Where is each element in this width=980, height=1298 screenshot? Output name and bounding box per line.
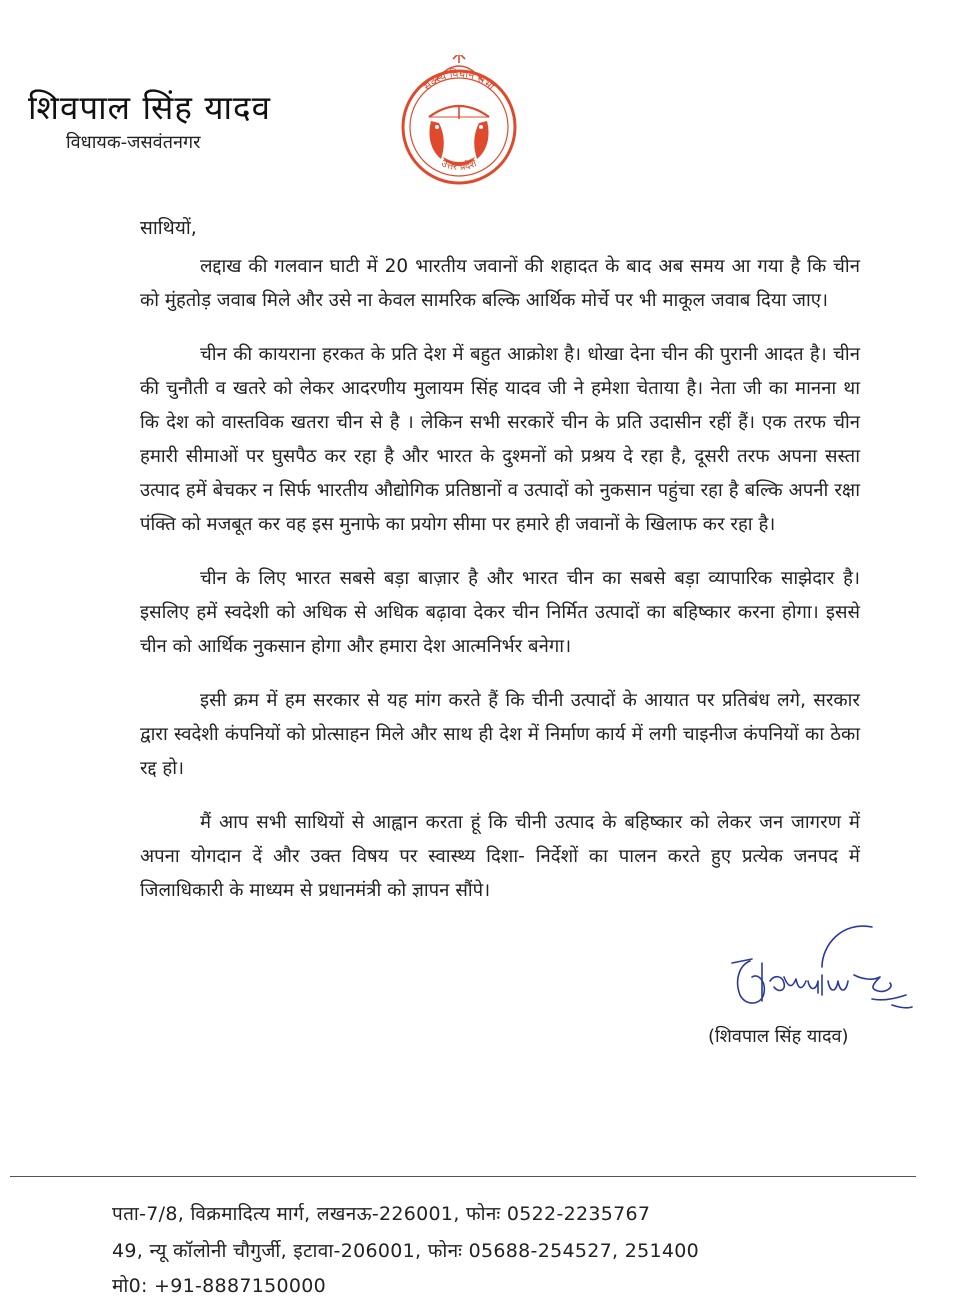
handwritten-signature-icon xyxy=(722,915,922,1025)
svg-text:उत्तर प्रदेश xyxy=(440,158,479,173)
footer-divider xyxy=(10,1176,916,1177)
footer-address-etawah: 49, न्यू कॉलोनी चौगुर्जी, इटावा-206001, फोनः 05688-254527, 251400 xyxy=(112,1240,700,1262)
sender-name: शिवपाल सिंह यादव xyxy=(28,88,271,127)
footer-mobile: मो0: +91-8887150000 xyxy=(112,1275,327,1297)
footer-address-lucknow: पता-7/8, विक्रमादित्य मार्ग, लखनऊ-226001, फोनः 0522-2235767 xyxy=(112,1203,651,1225)
seal-bottom-text: उत्तर प्रदेश xyxy=(439,158,479,174)
letter-body xyxy=(140,250,860,928)
salutation: साथियों, xyxy=(140,217,197,239)
up-government-seal-icon xyxy=(397,55,521,195)
signatory-name: (शिवपाल सिंह यादव) xyxy=(708,1026,849,1047)
paragraph-5: मैं आप सभी साथियों से आह्वान करता हूं कि चीनी उत्पाद के बहिष्कार को लेकर जन जागरण में अपना योगदान दें और उक्त विषय पर स्वास्थ्य दिशा- निर्देशों का पालन करते हुए प्रत्येक जनपद में जिलाधिकारी के माध्यम से प्रधानमंत्री को ज्ञापन सौंपे। xyxy=(140,812,860,901)
paragraph-3: चीन के लिए भारत सबसे बड़ा बाज़ार है और भारत चीन का सबसे बड़ा व्यापारिक साझेदार है। इसलिए हमें स्वदेशी को अधिक से अधिक बढ़ावा देकर चीन निर्मित उत्पादों का बहिष्कार करना होगा। इससे चीन को आर्थिक नुकसान होगा और हमारा देश आत्मनिर्भर बनेगा। xyxy=(140,568,860,657)
paragraph-4: इसी क्रम में हम सरकार से यह मांग करते हैं कि चीनी उत्पादों के आयात पर प्रतिबंध लगे, सरकार द्वारा स्वदेशी कंपनियों को प्रोत्साहन मिले और साथ ही देश में निर्माण कार्य में लगी चाइनीज कंपनियों का ठेका रद्द हो। xyxy=(140,690,860,779)
paragraph-2: चीन की कायराना हरकत के प्रति देश में बहुत आक्रोश है। धोखा देना चीन की पुरानी आदत है। चीन की चुनौती व खतरे को लेकर आदरणीय मुलायम सिंह यादव जी ने हमेशा चेताया है। नेता जी का मानना था कि देश को वास्तविक खतरा चीन से है । लेकिन सभी सरकारें चीन के प्रति उदासीन रहीं हैं। एक तरफ चीन हमारी सीमाओं पर घुसपैठ कर रहा है और भारत के दुश्मनों को प्रश्रय दे रहा है, दूसरी तरफ अपना सस्ता उत्पाद हमें बेचकर न सिर्फ भारतीय औद्योगिक प्रतिष्ठानों व उत्पादों को नुकसान पहुंचा रहा है बल्कि अपनी रक्षा पंक्ति को मजबूत कर वह इस मुनाफे का प्रयोग सीमा पर हमारे ही जवानों के खिलाफ कर रहा है। xyxy=(140,344,860,535)
seal-top-text: सदस्य विधान सभा xyxy=(421,67,497,94)
sender-designation: विधायक-जसवंतनगर xyxy=(66,132,201,153)
paragraph-1: लद्दाख की गलवान घाटी में 20 भारतीय जवानों की शहादत के बाद अब समय आ गया है कि चीन को मुंहतोड़ जवाब मिले और उसे ना केवल सामरिक बल्कि आर्थिक मोर्चे पर भी माकूल जवाब दिया जाए। xyxy=(140,256,860,311)
